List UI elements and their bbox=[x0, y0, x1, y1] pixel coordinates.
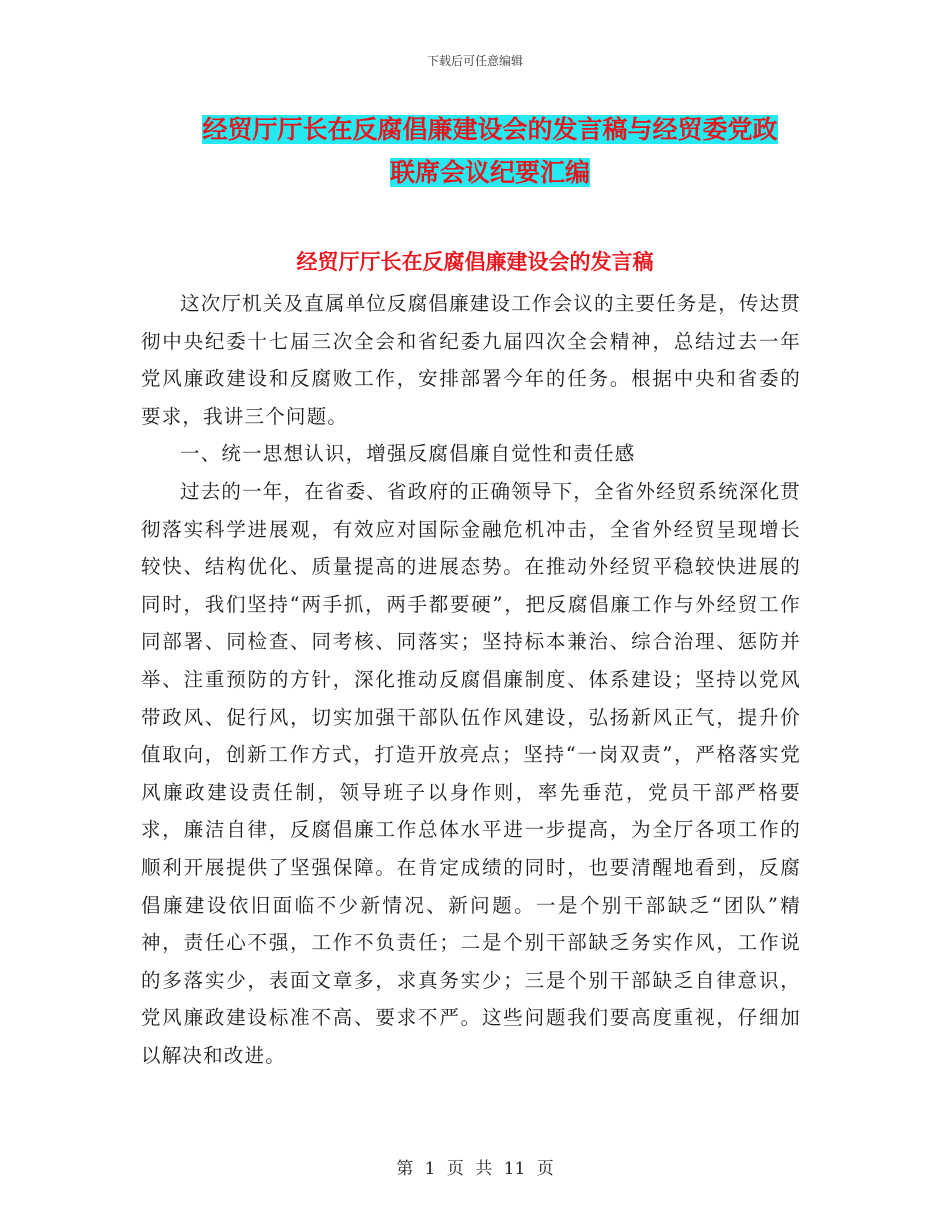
document-title-line-1: 经贸厅厅长在反腐倡廉建设会的发言稿与经贸委党政 bbox=[202, 115, 778, 144]
document-title-line-2: 联席会议纪要汇编 bbox=[389, 158, 590, 187]
paragraph-heading-1: 一、统一思想认识，增强反腐倡廉自觉性和责任感 bbox=[180, 442, 636, 466]
body-text bbox=[141, 285, 801, 1074]
paragraph-intro: 这次厅机关及直属单位反腐倡廉建设工作会议的主要任务是，传达贯彻中央纪委十七届三次全会和省纪委九届四次全会精神，总结过去一年党风廉政建设和反腐败工作，安排部署今年的任务。根据中央和省委的要求，我讲三个问题。 bbox=[141, 292, 802, 428]
section-title: 经贸厅厅长在反腐倡廉建设会的发言稿 bbox=[296, 249, 654, 274]
page-footer: 第 1 页 共 11 页 bbox=[396, 1159, 554, 1179]
page-header-note: 下载后可任意编辑 bbox=[426, 54, 523, 68]
paragraph-review: 过去的一年，在省委、省政府的正确领导下，全省外经贸系统深化贯彻落实科学进展观，有效应对国际金融危机冲击，全省外经贸呈现增长较快、结构优化、质量提高的进展态势。在推动外经贸平稳较快进展的同时，我们坚持“两手抓，两手都要硬”，把反腐倡廉工作与外经贸工作同部署、同检查、同考核、同落实；坚持标本兼治、综合治理、惩防并举、注重预防的方针，深化推动反腐倡廉制度、体系建设；坚持以党风带政风、促行风，切实加强干部队伍作风建设，弘扬新风正气，提升价值取向，创新工作方式，打造开放亮点；坚持“一岗双责”，严格落实党风廉政建设责任制，领导班子以身作则，率先垂范，党员干部严格要求，廉洁自律，反腐倡廉工作总体水平进一步提高，为全厅各项工作的顺利开展提供了坚强保障。在肯定成绩的同时，也要清醒地看到，反腐倡廉建设依旧面临不少新情况、新问题。一是个别干部缺乏“团队”精神，责任心不强，工作不负责任；二是个别干部缺乏务实作风，工作说的多落实少，表面文章多，求真务实少；三是个别干部缺乏自律意识，党风廉政建设标准不高、要求不严。这些问题我们要高度重视，仔细加以解决和改进。 bbox=[141, 479, 802, 1067]
document-title bbox=[140, 108, 840, 194]
